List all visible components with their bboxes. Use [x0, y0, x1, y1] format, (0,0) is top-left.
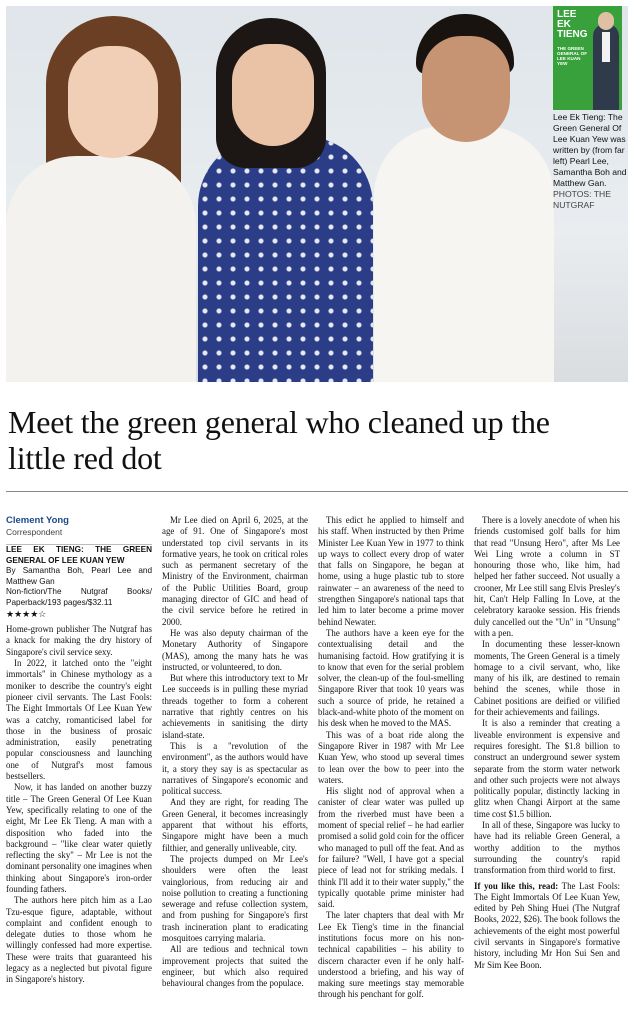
person-matthew-gan-face — [422, 36, 510, 142]
paragraph: His slight nod of approval when a canister of clear water was pulled up from the riverbed must have been a moment of special relief – he had earlier promised a solid gold coin for the officer who managed to pull off the feat. And as for failure? "Well, I have got a special piece of lead not for striking medals. I think I'll add it to their water supply," the typically quotable prime minister had said. — [318, 786, 464, 910]
article-column-1 — [6, 515, 152, 986]
paragraph: The authors here pitch him as a Lao Tzu-esque figure, adaptable, without complaint and confident enough to delegate duties to those whom he willingly confessed had more expertise. These were traits that guaranteed his legacy as a neglected but pivotal figure in Singapore's history. — [6, 895, 152, 985]
book-info-title: LEE EK TIENG: THE GREEN GENERAL OF LEE KUAN YEW — [6, 545, 152, 565]
photo-credit: PHOTOS: THE NUTGRAF — [553, 189, 611, 210]
paragraph: This was of a boat ride along the Singapore River in 1987 with Mr Lee Kuan Yew, who stood up several times to lean over the bow to peer into the waters. — [318, 729, 464, 785]
paragraph: All are tedious and technical town improvement projects that suited the engineer, but which also required behavioural changes from the populace. — [162, 944, 308, 989]
book-cover-title-line: EK — [557, 19, 571, 30]
headline: Meet the green general who cleaned up the little red dot — [8, 404, 550, 476]
article-column-2 — [162, 515, 308, 989]
book-info-details: Non-fiction/The Nutgraf Books/ Paperback/193 pages/$32.11 — [6, 587, 152, 607]
paragraph: The authors have a keen eye for the contextualising detail and the humanising factoid. How gratifying it is to know that even for the serial problem solver, the clean-up of the foul-smelling Singapore River that took 10 years was such a source of pride, he retained a black-and-white photo of the moment on his desk when he moved to the MAS. — [318, 627, 464, 729]
paragraph: Home-grown publisher The Nutgraf has a knack for making the dry history of Singapore's civil service sexy. — [6, 624, 152, 657]
paragraph: The projects dumped on Mr Lee's shoulders were often the least vainglorious, from reducing air and noise pollution to creating a functioning sewerage and refuse collection system, and from pushing for Singapore's first trash incineration plant to eradicating mosquitoes carrying malaria. — [162, 853, 308, 943]
byline-name[interactable]: Clement Yong — [6, 515, 69, 526]
paragraph: In documenting these lesser-known moments, The Green General is a timely homage to a civil servant, who, like many of his ilk, are destined to remain behind the scenes, while those in Cabinet positions are deified or vilified for their achievements and failings. — [474, 639, 620, 718]
paragraph: In all of these, Singapore was lucky to have had its reliable Green General, a worthy addition to the mythos surrounding the country's rapid transformation from third world to first. — [474, 820, 620, 876]
photo-caption — [553, 112, 629, 211]
person-pearl-lee — [6, 156, 196, 382]
paragraph: In 2022, it latched onto the "eight immortals" in Chinese mythology as a moniker to describe the country's eight pioneer civil servants. The Last Fools: The Eight Immortals Of Lee Kuan Yew was a catchy, romanticised label for those in the business of prosaic administration, easily penetrating popular consciousness and launching one of Nutgraf's most famous bestsellers. — [6, 658, 152, 782]
if-you-like-this — [474, 881, 620, 971]
paragraph: This edict he applied to himself and his staff. When instructed by then Prime Minister Lee Kuan Yew in 1977 to think up ways to collect every drop of water that falls on Singapore, he began at home, using a huge plastic tub to store rainwater – an awareness of the need to strengthen Singapore's national taps that led him to later become a prime mover behind Newater. — [318, 515, 464, 627]
if-you-like-text: The Last Fools: The Eight Immortals Of Lee Kuan Yew, edited by Peh Shing Huei (The Nutgraf Books, 2022, $26). The book follows the achievements of the eight most powerful civil servants in Singapore's formative history, including Mr Hon Sui Sen and Mr Sim Kee Boon. — [474, 880, 621, 970]
paragraph: This is a "revolution of the environment", as the authors would have it, a story they say is as spectacular as narratives of Singapore's economic and political success. — [162, 740, 308, 797]
book-cover-title — [557, 10, 593, 40]
book-cover-title-line: LEE — [557, 9, 577, 20]
if-you-like-label: If you like this, read: — [474, 880, 559, 891]
paragraph: And they are right, for reading The Green General, it becomes increasingly apparent that without his efforts, Singapore might have been a much filthier, and generally unliveable, city. — [162, 797, 308, 853]
book-info-authors: By Samantha Boh, Pearl Lee and Matthew Gan — [6, 566, 152, 586]
book-cover-figure-head — [598, 12, 614, 30]
floral-dress-pattern — [198, 136, 373, 382]
author-photo — [6, 6, 628, 382]
person-samantha-boh-face — [232, 44, 314, 146]
book-cover — [553, 6, 622, 110]
star-rating: ★★★★☆ — [6, 608, 47, 619]
person-matthew-gan — [374, 126, 554, 382]
person-pearl-lee-face — [68, 46, 158, 158]
book-cover-title-line: TIENG — [557, 29, 588, 40]
paragraph: It is also a reminder that creating a liveable environment is expensive and requires foresight. The $1.8 billion to construct an underground sewer system separate from the storm water network and other such projects were not always politically popular, distinctly lacking in glitz when Changi Airport at the same time cost $1.5 billion. — [474, 718, 620, 819]
article-column-4 — [474, 515, 620, 971]
paragraph: Now, it has landed on another buzzy title – The Green General Of Lee Kuan Yew, specifically relating to one of the eight, Mr Lee Ek Tieng. A man with a disposition who faded into the background – "like clear water quietly reflecting the sky" – Mr Lee is not the dominant personality one imagines when thinking about Singapore's iron-order founding fathers. — [6, 782, 152, 894]
paragraph: Mr Lee died on April 6, 2025, at the age of 91. One of Singapore's most understated top civil servants in its formative years, he took on critical roles such as permanent secretary of the Ministry of the Environment, chairman of the Public Utilities Board, group managing director of GIC and head of the civil service before he retired in 2000. — [162, 515, 308, 627]
paragraph: The later chapters that deal with Mr Lee Ek Tieng's time in the financial institutions focus more on his non-technical capabilities – his ability to discern character even if he only half-understood a briefing, and his way of making sure meetings stay memorable through his penchant for golf. — [318, 910, 464, 1000]
paragraph: There is a lovely anecdote of when his friends customised golf balls for him that read "Unsung Hero", after Ms Lee Wei Ling wrote a column in ST honouring those who, like him, had helped her father succeed. Not usually a crooner, Mr Lee still sang Elvis Presley's hit, Can't Help Falling In Love, at the celebratory karaoke session. His friends duly cancelled out the "Un" in "Unsung" with a pen. — [474, 515, 620, 638]
book-info-box — [6, 545, 152, 619]
caption-text: Lee Ek Tieng: The Green General Of Lee Kuan Yew was written by (from far left) Pearl Lee, Samantha Boh and Matthew Gan. — [553, 112, 627, 188]
book-cover-figure-shirt — [602, 32, 610, 62]
divider — [6, 491, 628, 492]
byline-role: Correspondent — [6, 527, 152, 545]
book-cover-subtitle: THE GREEN GENERAL OF LEE KUAN YEW — [557, 46, 588, 66]
article-column-3 — [318, 515, 464, 1001]
paragraph: But where this introductory text to Mr Lee succeeds is in pulling these myriad threads together to form a coherent narrative that rightly centres on his achievements in sanitising the dirty island-state. — [162, 673, 308, 740]
paragraph: He was also deputy chairman of the Monetary Authority of Singapore (MAS), among the many hats he was instructed, or volunteered, to don. — [162, 627, 308, 672]
